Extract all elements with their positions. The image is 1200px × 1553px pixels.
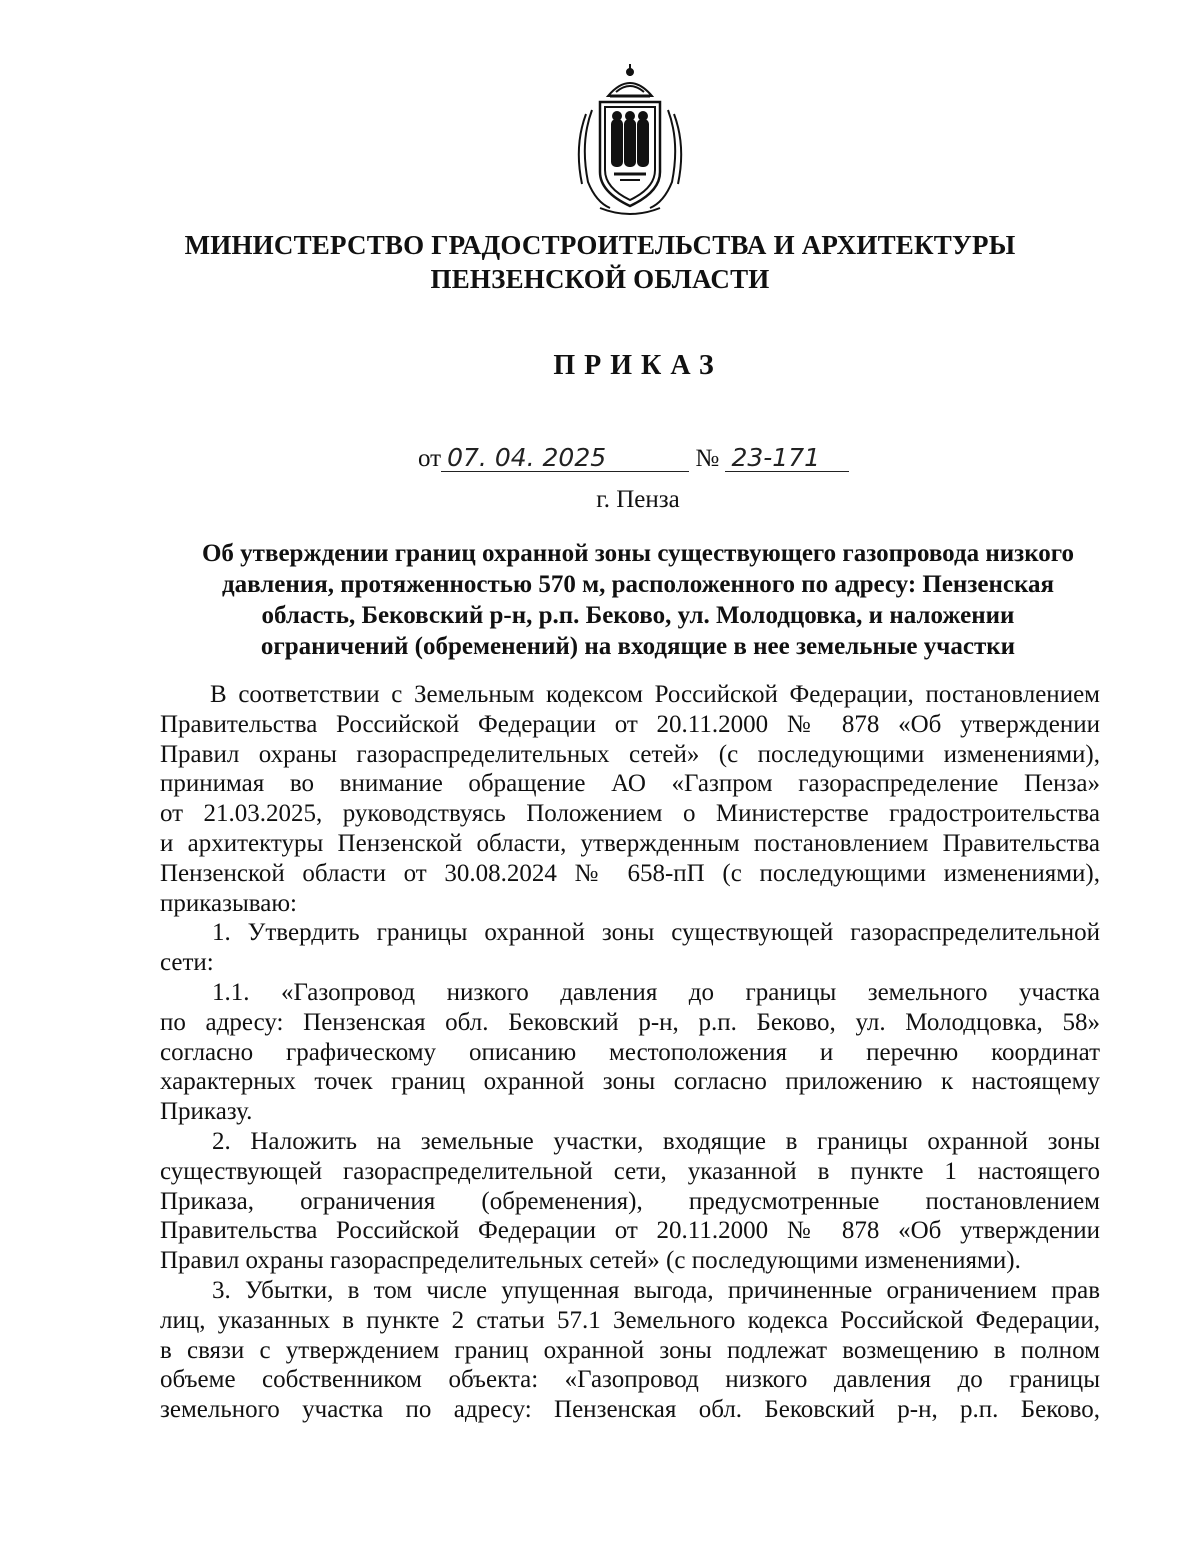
body-line: от 21.03.2025, руководствуясь Положением о Министерстве градостроительства [160, 800, 1100, 828]
body-line: 1. Утвердить границы охранной зоны существующей газораспределительной [212, 919, 1100, 947]
title-line: область, Бековский р-н, р.п. Беково, ул. Молодцовка, и наложении [261, 602, 1015, 629]
date-number-line [418, 445, 849, 473]
body-line: земельного участка по адресу: Пензенская обл. Бековский р-н, р.п. Беково, [160, 1396, 1100, 1424]
ministry-line-2: ПЕНЗЕНСКОЙ ОБЛАСТИ [430, 264, 770, 294]
body-line: существующей газораспределительной сети, указанной в пункте 1 настоящего [160, 1157, 1100, 1185]
date-prefix: от [418, 445, 442, 472]
ministry-line-1: МИНИСТЕРСТВО ГРАДОСТРОИТЕЛЬСТВА И АРХИТЕКТУРЫ [184, 230, 1016, 260]
body-line: Приказу. [160, 1098, 253, 1126]
title-line: давления, протяженностью 570 м, расположенного по адресу: Пензенская [221, 571, 1055, 598]
body-line: по адресу: Пензенская обл. Бековский р-н, р.п. Беково, ул. Молодцовка, 58» [160, 1008, 1100, 1036]
body-line: принимая во внимание обращение АО «Газпром газораспределение Пенза» [160, 770, 1100, 798]
body-line: сети: [160, 949, 214, 977]
city: г. Пенза [596, 486, 680, 513]
body-line: Приказа, ограничения (обременения), предусмотренные постановлением [160, 1187, 1100, 1215]
body-line: лиц, указанных в пункте 2 статьи 57.1 Земельного кодекса Российской Федерации, [160, 1306, 1100, 1334]
body-line: 2. Наложить на земельные участки, входящие в границы охранной зоны [212, 1127, 1100, 1155]
document-body [160, 680, 1100, 1425]
title-line: ограничений (обременений) на входящие в нее земельные участки [260, 633, 1016, 660]
body-line: 3. Убытки, в том числе упущенная выгода, причиненные ограничением прав [212, 1276, 1100, 1304]
body-line: объеме собственником объекта: «Газопровод низкого давления до границы [160, 1366, 1100, 1394]
body-line: в связи с утверждением границ охранной зоны подлежат возмещению в полном [160, 1336, 1100, 1364]
body-line: 1.1. «Газопровод низкого давления до границы земельного участка [212, 978, 1100, 1006]
body-line: В соответствии с Земельным кодексом Российской Федерации, постановлением [210, 681, 1100, 708]
body-line: характерных точек границ охранной зоны согласно приложению к настоящему [160, 1068, 1100, 1096]
document-title [150, 538, 1126, 662]
body-line: Правительства Российской Федерации от 20.11.2000 № 878 «Об утверждении [160, 1217, 1100, 1245]
handwritten-date: 07. 04. 2025 [441, 445, 689, 472]
document-type: ПРИКАЗ [553, 350, 723, 381]
body-line: Пензенской области от 30.08.2024 № 658-пП (с последующими изменениями), [160, 859, 1100, 887]
number-prefix: № [695, 445, 720, 472]
body-line: и архитектуры Пензенской области, утвержденным постановлением Правительства [160, 829, 1100, 857]
handwritten-number: 23-171 [725, 445, 849, 472]
body-line: Правительства Российской Федерации от 20.11.2000 № 878 «Об утверждении [160, 710, 1100, 738]
coat-of-arms-icon [570, 62, 690, 222]
title-line: Об утверждении границ охранной зоны существующего газопровода низкого [201, 540, 1075, 567]
body-line: приказываю: [160, 889, 297, 917]
body-line: согласно графическому описанию местоположения и перечню координат [160, 1038, 1100, 1066]
body-line: Правил охраны газораспределительных сетей» (с последующими изменениями). [160, 1247, 1021, 1275]
ministry-name [0, 228, 1200, 296]
body-line: Правил охраны газораспределительных сетей» (с последующими изменениями), [160, 740, 1100, 768]
